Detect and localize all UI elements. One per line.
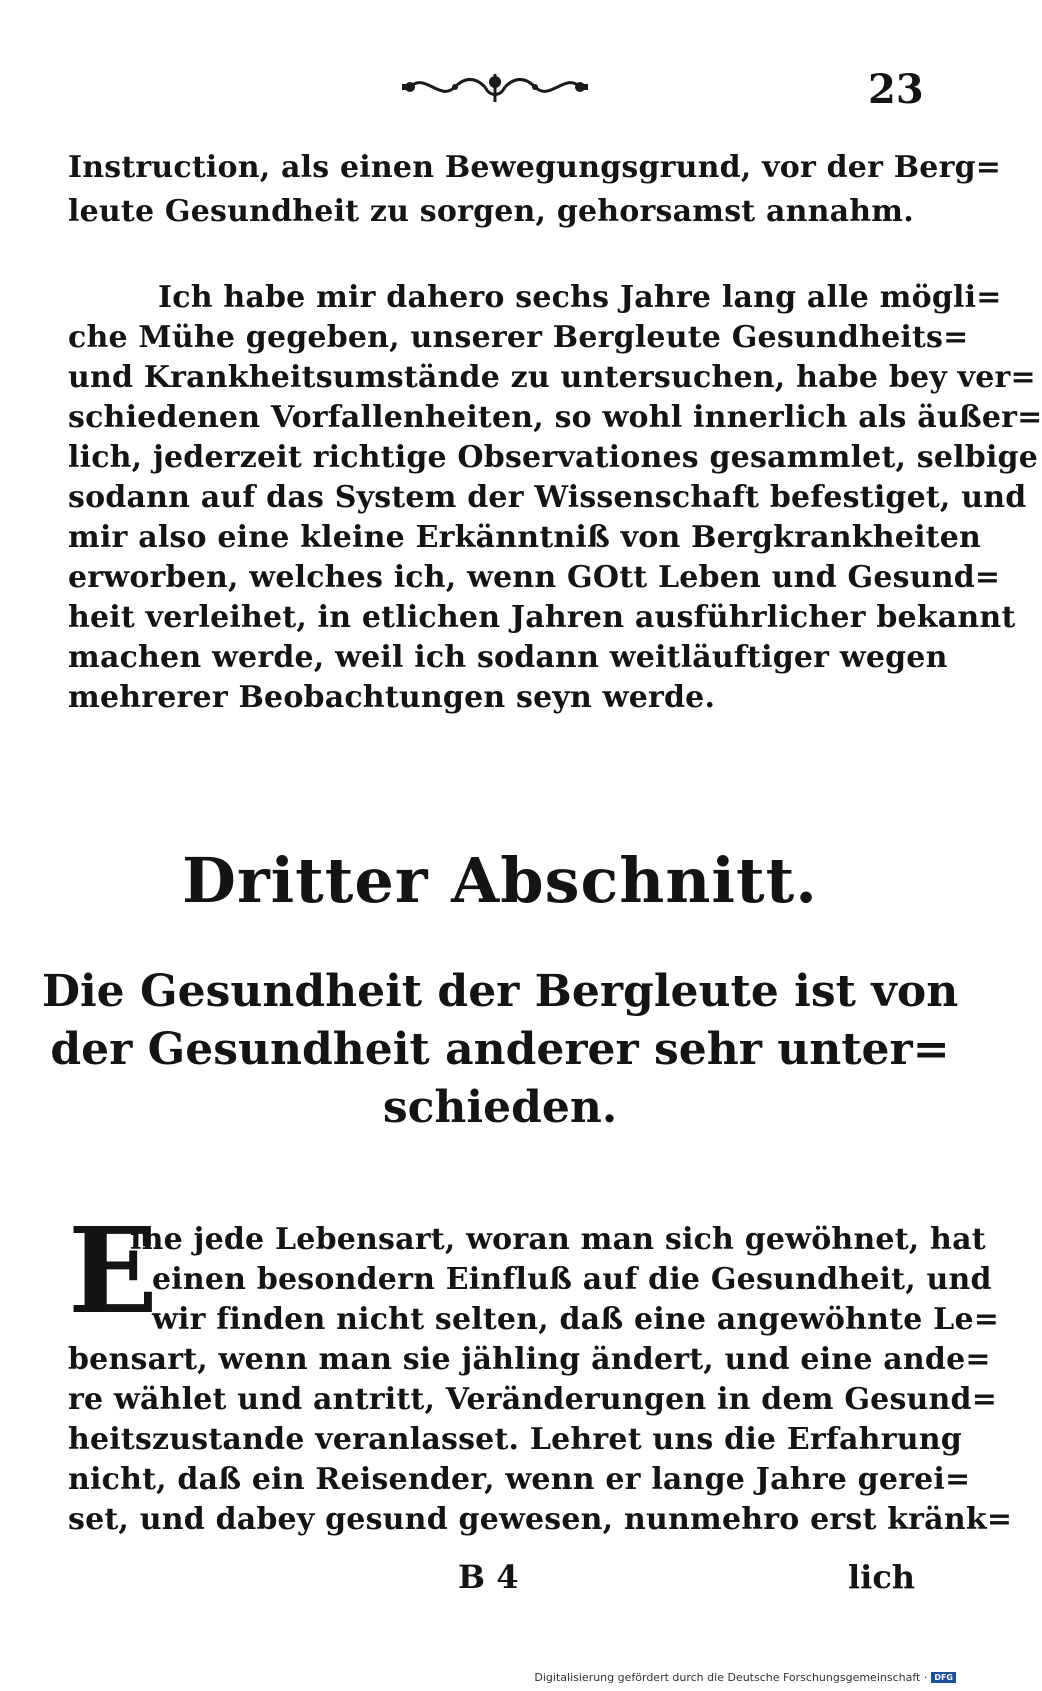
text-line: und Krankheitsumstände zu untersuchen, habe bey ver=: [68, 360, 1036, 395]
text-line: mir also eine kleine Erkänntniß von Bergkrankheiten: [68, 520, 982, 555]
catchword: lich: [848, 1558, 916, 1596]
page-number: 23: [868, 66, 924, 113]
section-title: Dritter Abschnitt.: [182, 844, 818, 917]
text-line: Instruction, als einen Bewegungsgrund, vor der Berg=: [68, 150, 1002, 185]
text-line: nicht, daß ein Reisender, wenn er lange Jahre gerei=: [68, 1462, 971, 1497]
text-line: lich, jederzeit richtige Observationes gesammlet, selbige: [68, 440, 1039, 475]
drop-cap: E: [68, 1201, 158, 1340]
section-subtitle-line: der Gesundheit anderer sehr unter=: [50, 1024, 950, 1075]
text-line: set, und dabey gesund gewesen, nunmehro erst kränk=: [68, 1502, 1013, 1537]
footer-text: Digitalisierung gefördert durch die Deutsche Forschungsgemeinschaft ·: [534, 1671, 928, 1684]
text-line: einen besondern Einfluß auf die Gesundheit, und: [152, 1262, 992, 1297]
text-line: wir finden nicht selten, daß eine angewöhnte Le=: [152, 1302, 1000, 1337]
signature-mark: B 4: [458, 1558, 519, 1596]
text-line: Ich habe mir dahero sechs Jahre lang alle mögli=: [158, 280, 1002, 315]
text-line: che Mühe gegeben, unserer Bergleute Gesundheits=: [68, 320, 969, 355]
text-line: leute Gesundheit zu sorgen, gehorsamst annahm.: [68, 194, 914, 229]
text-line: bensart, wenn man sie jähling ändert, und eine ande=: [68, 1342, 991, 1377]
text-line: machen werde, weil ich sodann weitläuftiger wegen: [68, 640, 948, 675]
section-subtitle-line: Die Gesundheit der Bergleute ist von: [41, 966, 959, 1017]
text-line: schiedenen Vorfallenheiten, so wohl innerlich als äußer=: [68, 400, 1042, 435]
floral-ornament-icon: [400, 62, 590, 112]
section-subtitle-line: schieden.: [382, 1082, 618, 1133]
text-line: ine jede Lebensart, woran man sich gewöhnet, hat: [130, 1222, 986, 1257]
dfg-logo-icon: DFG: [931, 1672, 956, 1683]
text-line: sodann auf das System der Wissenschaft befestiget, und: [68, 480, 1027, 515]
text-line: heit verleihet, in etlichen Jahren ausführlicher bekannt: [68, 600, 1016, 635]
text-line: re wählet und antritt, Veränderungen in dem Gesund=: [68, 1382, 998, 1417]
digitization-footer: [534, 1671, 956, 1684]
text-line: mehrerer Beobachtungen seyn werde.: [68, 680, 716, 715]
text-line: heitszustande veranlasset. Lehret uns die Erfahrung: [68, 1422, 962, 1457]
text-line: erworben, welches ich, wenn GOtt Leben und Gesund=: [68, 560, 1001, 595]
